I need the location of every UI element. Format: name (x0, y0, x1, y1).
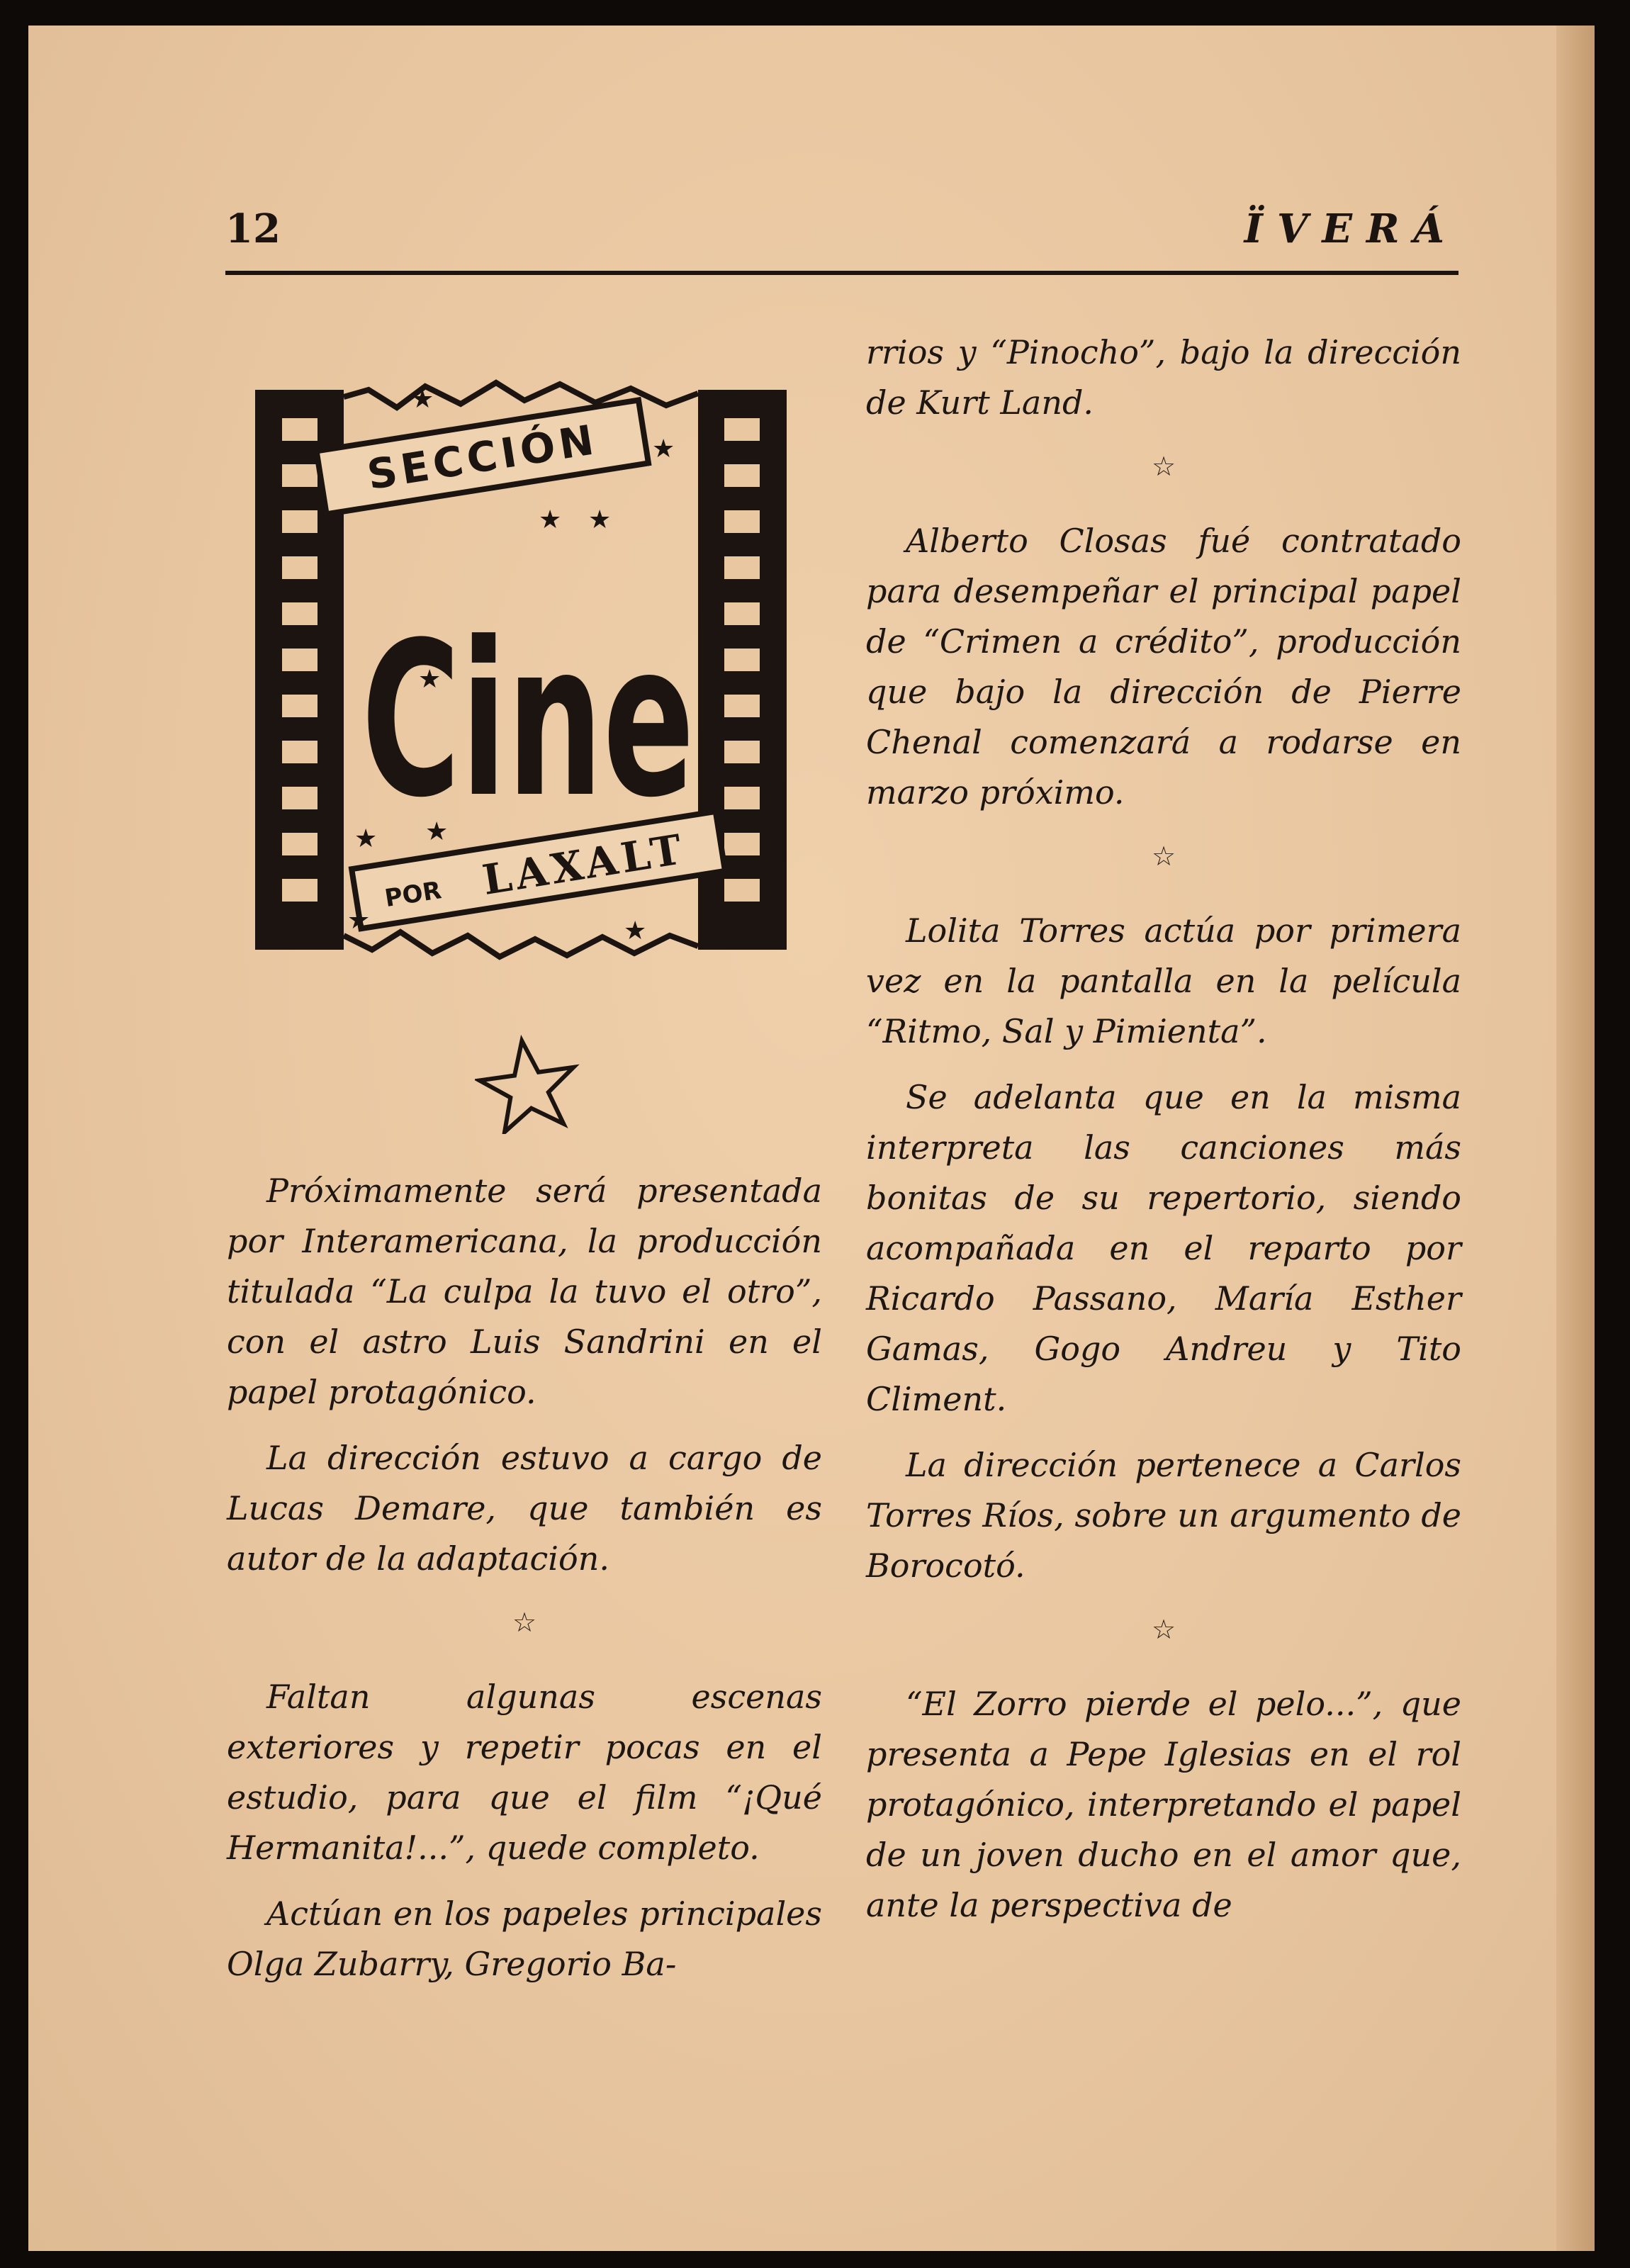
star-icon (475, 1035, 581, 1134)
page-edge (1556, 26, 1595, 2251)
publication-title: ÏVERÁ (1244, 206, 1458, 252)
left-column (227, 1166, 822, 1989)
logo-author-name: LAXALT (479, 824, 690, 905)
star-separator: ☆ (1151, 841, 1176, 872)
header-rule (225, 271, 1458, 275)
svg-text:★: ★ (588, 505, 612, 534)
svg-text:★: ★ (347, 906, 371, 935)
paragraph: La dirección pertenece a Carlos Torres Ríos, sobre un argumento de Borocotó. (866, 1446, 1461, 1585)
running-head (225, 206, 1458, 262)
logo-label-top: SECCIÓN (364, 415, 602, 500)
svg-text:★: ★ (652, 434, 675, 464)
paragraph: Actúan en los papeles principales Olga Zubarry, Gregorio Ba- (227, 1894, 822, 1983)
svg-text:★: ★ (418, 665, 442, 694)
paragraph: rrios y “Pinocho”, bajo la dirección de Kurt Land. (866, 333, 1461, 422)
section-logo (255, 376, 787, 978)
star-separator: ☆ (1151, 1614, 1176, 1645)
svg-text:★: ★ (354, 824, 378, 853)
paragraph: Lolita Torres actúa por primera vez en la pantalla en la película “Ritmo, Sal y Pimienta”. (866, 911, 1461, 1050)
paragraph: La dirección estuvo a cargo de Lucas Demare, que también es autor de la adaptación. (227, 1439, 822, 1578)
svg-text:★: ★ (411, 385, 434, 414)
star-separator: ☆ (512, 1607, 537, 1638)
svg-text:★: ★ (425, 817, 449, 846)
svg-text:★: ★ (624, 916, 647, 945)
svg-text:★: ★ (539, 505, 562, 534)
paragraph: Faltan algunas escenas exteriores y repetir pocas en el estudio, para que el film “¡Qué Hermanita!...”, quede completo. (227, 1678, 822, 1867)
page-number: 12 (225, 206, 281, 252)
paragraph: “El Zorro pierde el pelo...”, que presenta a Pepe Iglesias en el rol protagónico, interpretando el papel de un joven ducho en el amor que, ante la perspectiva de (866, 1685, 1461, 1924)
paragraph: Alberto Closas fué contratado para desempeñar el principal papel de “Crimen a crédito”, producción que bajo la dirección de Pierre Chenal comenzará a rodarse en marzo próximo. (866, 522, 1461, 812)
paragraph: Se adelanta que en la misma interpreta las canciones más bonitas de su repertorio, siendo acompañada en el reparto por Ricardo Passano, María Esther Gamas, Gogo Andreu y Tito Climent. (866, 1078, 1461, 1418)
right-column (866, 327, 1461, 1931)
logo-main-word: Cine (361, 597, 695, 844)
paragraph: Próximamente será presentada por Interamericana, la producción titulada “La culpa la tuvo el otro”, con el astro Luis Sandrini en el papel protagónico. (227, 1172, 822, 1411)
logo-label-by: POR (383, 876, 444, 914)
star-separator: ☆ (1151, 451, 1176, 482)
